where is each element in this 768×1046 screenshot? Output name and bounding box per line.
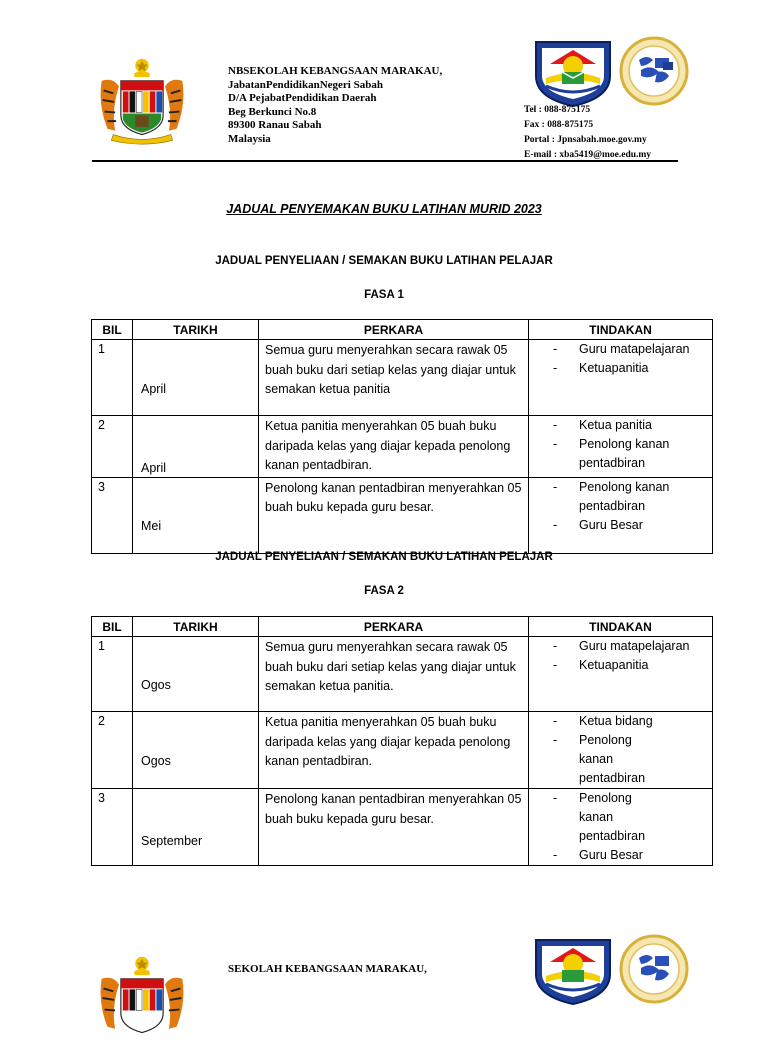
action-text: Guru Besar xyxy=(579,848,643,862)
table-row xyxy=(92,789,713,866)
action-item: - Guru Besar xyxy=(553,517,643,532)
action-item: - Penolong kanan pentadbiran xyxy=(553,733,646,785)
table-row xyxy=(92,712,713,789)
header-tarikh: TARIKH xyxy=(133,617,259,637)
address-line: Beg Berkunci No.8 xyxy=(228,105,317,118)
gold-round-seal-icon xyxy=(619,36,689,106)
address-line: 89300 Ranau Sabah xyxy=(228,119,322,131)
address-line: Malaysia xyxy=(228,132,271,145)
action-text: Ketuapanitia xyxy=(579,361,649,375)
header-perkara: PERKARA xyxy=(259,320,529,340)
action-text: Guru matapelajaran xyxy=(579,639,690,653)
action-text: Guru matapelajaran xyxy=(579,342,690,356)
action-item: - Guru matapelajaran xyxy=(553,342,690,356)
row-tindakan xyxy=(529,789,713,866)
table-header-row xyxy=(92,617,713,637)
table-row xyxy=(92,477,713,553)
header-bil: BIL xyxy=(92,320,133,340)
row-tarikh: April xyxy=(133,340,259,416)
table-row xyxy=(92,637,713,712)
malaysia-crest-icon xyxy=(94,52,190,148)
action-text: Penolong kanan pentadbiran xyxy=(579,791,646,843)
row-perkara: Semua guru menyerahkan secara rawak 05 buah buku dari setiap kelas yang diajar untuk semakan ketua panitia. xyxy=(259,637,529,712)
action-item: - Guru matapelajaran xyxy=(553,639,690,653)
schedule-table-fasa-2 xyxy=(91,616,713,866)
action-item: - Ketua panitia xyxy=(553,418,652,432)
row-tindakan xyxy=(529,477,713,553)
action-item: - Ketuapanitia xyxy=(553,658,649,672)
action-item: - Penolong kanan pentadbiran xyxy=(553,479,670,513)
row-perkara: Semua guru menyerahkan secara rawak 05 buah buku dari setiap kelas yang diajar untuk semakan ketua panitia xyxy=(259,340,529,416)
address-line: JabatanPendidikanNegeri Sabah xyxy=(228,78,383,91)
row-perkara: Ketua panitia menyerahkan 05 buah buku daripada kelas yang diajar kepada penolong kanan pentadbiran. xyxy=(259,712,529,789)
phase-label: FASA 1 xyxy=(364,289,404,301)
row-tindakan xyxy=(529,416,713,478)
row-tarikh: Mei xyxy=(133,477,259,553)
row-bil: 3 xyxy=(92,477,133,553)
table-row xyxy=(92,416,713,478)
action-item: - Penolong kanan pentadbiran xyxy=(553,437,670,470)
row-bil: 1 xyxy=(92,637,133,712)
table-row xyxy=(92,340,713,416)
fax-line: Fax : 088-875175 xyxy=(524,120,594,130)
action-item: - Penolong kanan pentadbiran xyxy=(553,791,646,843)
school-address-block xyxy=(228,65,442,146)
row-tarikh: April xyxy=(133,416,259,478)
action-text: Penolong kanan pentadbiran xyxy=(579,479,670,513)
gold-round-seal-icon xyxy=(619,934,689,1004)
header-tindakan: TINDAKAN xyxy=(529,617,713,637)
table-header-row xyxy=(92,320,713,340)
section-subtitle: JADUAL PENYELIAAN / SEMAKAN BUKU LATIHAN PELAJAR xyxy=(215,551,553,563)
schedule-table-fasa-1 xyxy=(91,319,713,554)
action-text: Ketua bidang xyxy=(579,714,653,728)
document-title: JADUAL PENYEMAKAN BUKU LATIHAN MURID 2023 xyxy=(226,202,542,216)
row-perkara: Ketua panitia menyerahkan 05 buah buku daripada kelas yang diajar kepada penolong kanan pentadbiran. xyxy=(259,416,529,478)
telephone-line: Tel : 088-875175 xyxy=(524,105,591,115)
school-name-line: NBSEKOLAH KEBANGSAAN MARAKAU, xyxy=(228,65,443,77)
row-bil: 2 xyxy=(92,416,133,478)
row-tarikh: September xyxy=(133,789,259,866)
row-perkara: Penolong kanan pentadbiran menyerahkan 05 buah buku kepada guru besar. xyxy=(259,789,529,866)
row-tindakan xyxy=(529,712,713,789)
action-item: - Guru Besar xyxy=(553,848,643,862)
row-tarikh: Ogos xyxy=(133,712,259,789)
row-tindakan xyxy=(529,637,713,712)
row-tarikh: Ogos xyxy=(133,637,259,712)
email-line: E-mail : xba5419@moe.edu.my xyxy=(524,150,652,160)
malaysia-crest-icon xyxy=(94,950,190,1046)
school-badge-icon xyxy=(532,38,614,108)
address-line: D/A PejabatPendidikan Daerah xyxy=(228,92,377,104)
section-subtitle: JADUAL PENYELIAAN / SEMAKAN BUKU LATIHAN PELAJAR xyxy=(215,255,553,267)
action-text: Ketuapanitia xyxy=(579,658,649,672)
header-tarikh: TARIKH xyxy=(133,320,259,340)
phase-label: FASA 2 xyxy=(364,585,404,597)
row-bil: 1 xyxy=(92,340,133,416)
action-text: Penolong kanan pentadbiran xyxy=(579,437,670,470)
contact-block xyxy=(524,103,651,163)
row-bil: 3 xyxy=(92,789,133,866)
action-text: Guru Besar xyxy=(579,517,643,532)
school-badge-icon xyxy=(532,936,614,1006)
action-text: Ketua panitia xyxy=(579,418,652,432)
letterhead-divider xyxy=(92,160,678,162)
header-bil: BIL xyxy=(92,617,133,637)
footer-school-name: SEKOLAH KEBANGSAAN MARAKAU, xyxy=(228,963,427,975)
header-tindakan: TINDAKAN xyxy=(529,320,713,340)
row-bil: 2 xyxy=(92,712,133,789)
header-perkara: PERKARA xyxy=(259,617,529,637)
portal-line: Portal : Jpnsabah.moe.gov.my xyxy=(524,135,647,145)
row-perkara: Penolong kanan pentadbiran menyerahkan 05 buah buku kepada guru besar. xyxy=(259,477,529,553)
action-item: - Ketuapanitia xyxy=(553,361,649,375)
action-item: - Ketua bidang xyxy=(553,714,653,728)
row-tindakan xyxy=(529,340,713,416)
action-text: Penolong kanan pentadbiran xyxy=(579,733,646,785)
